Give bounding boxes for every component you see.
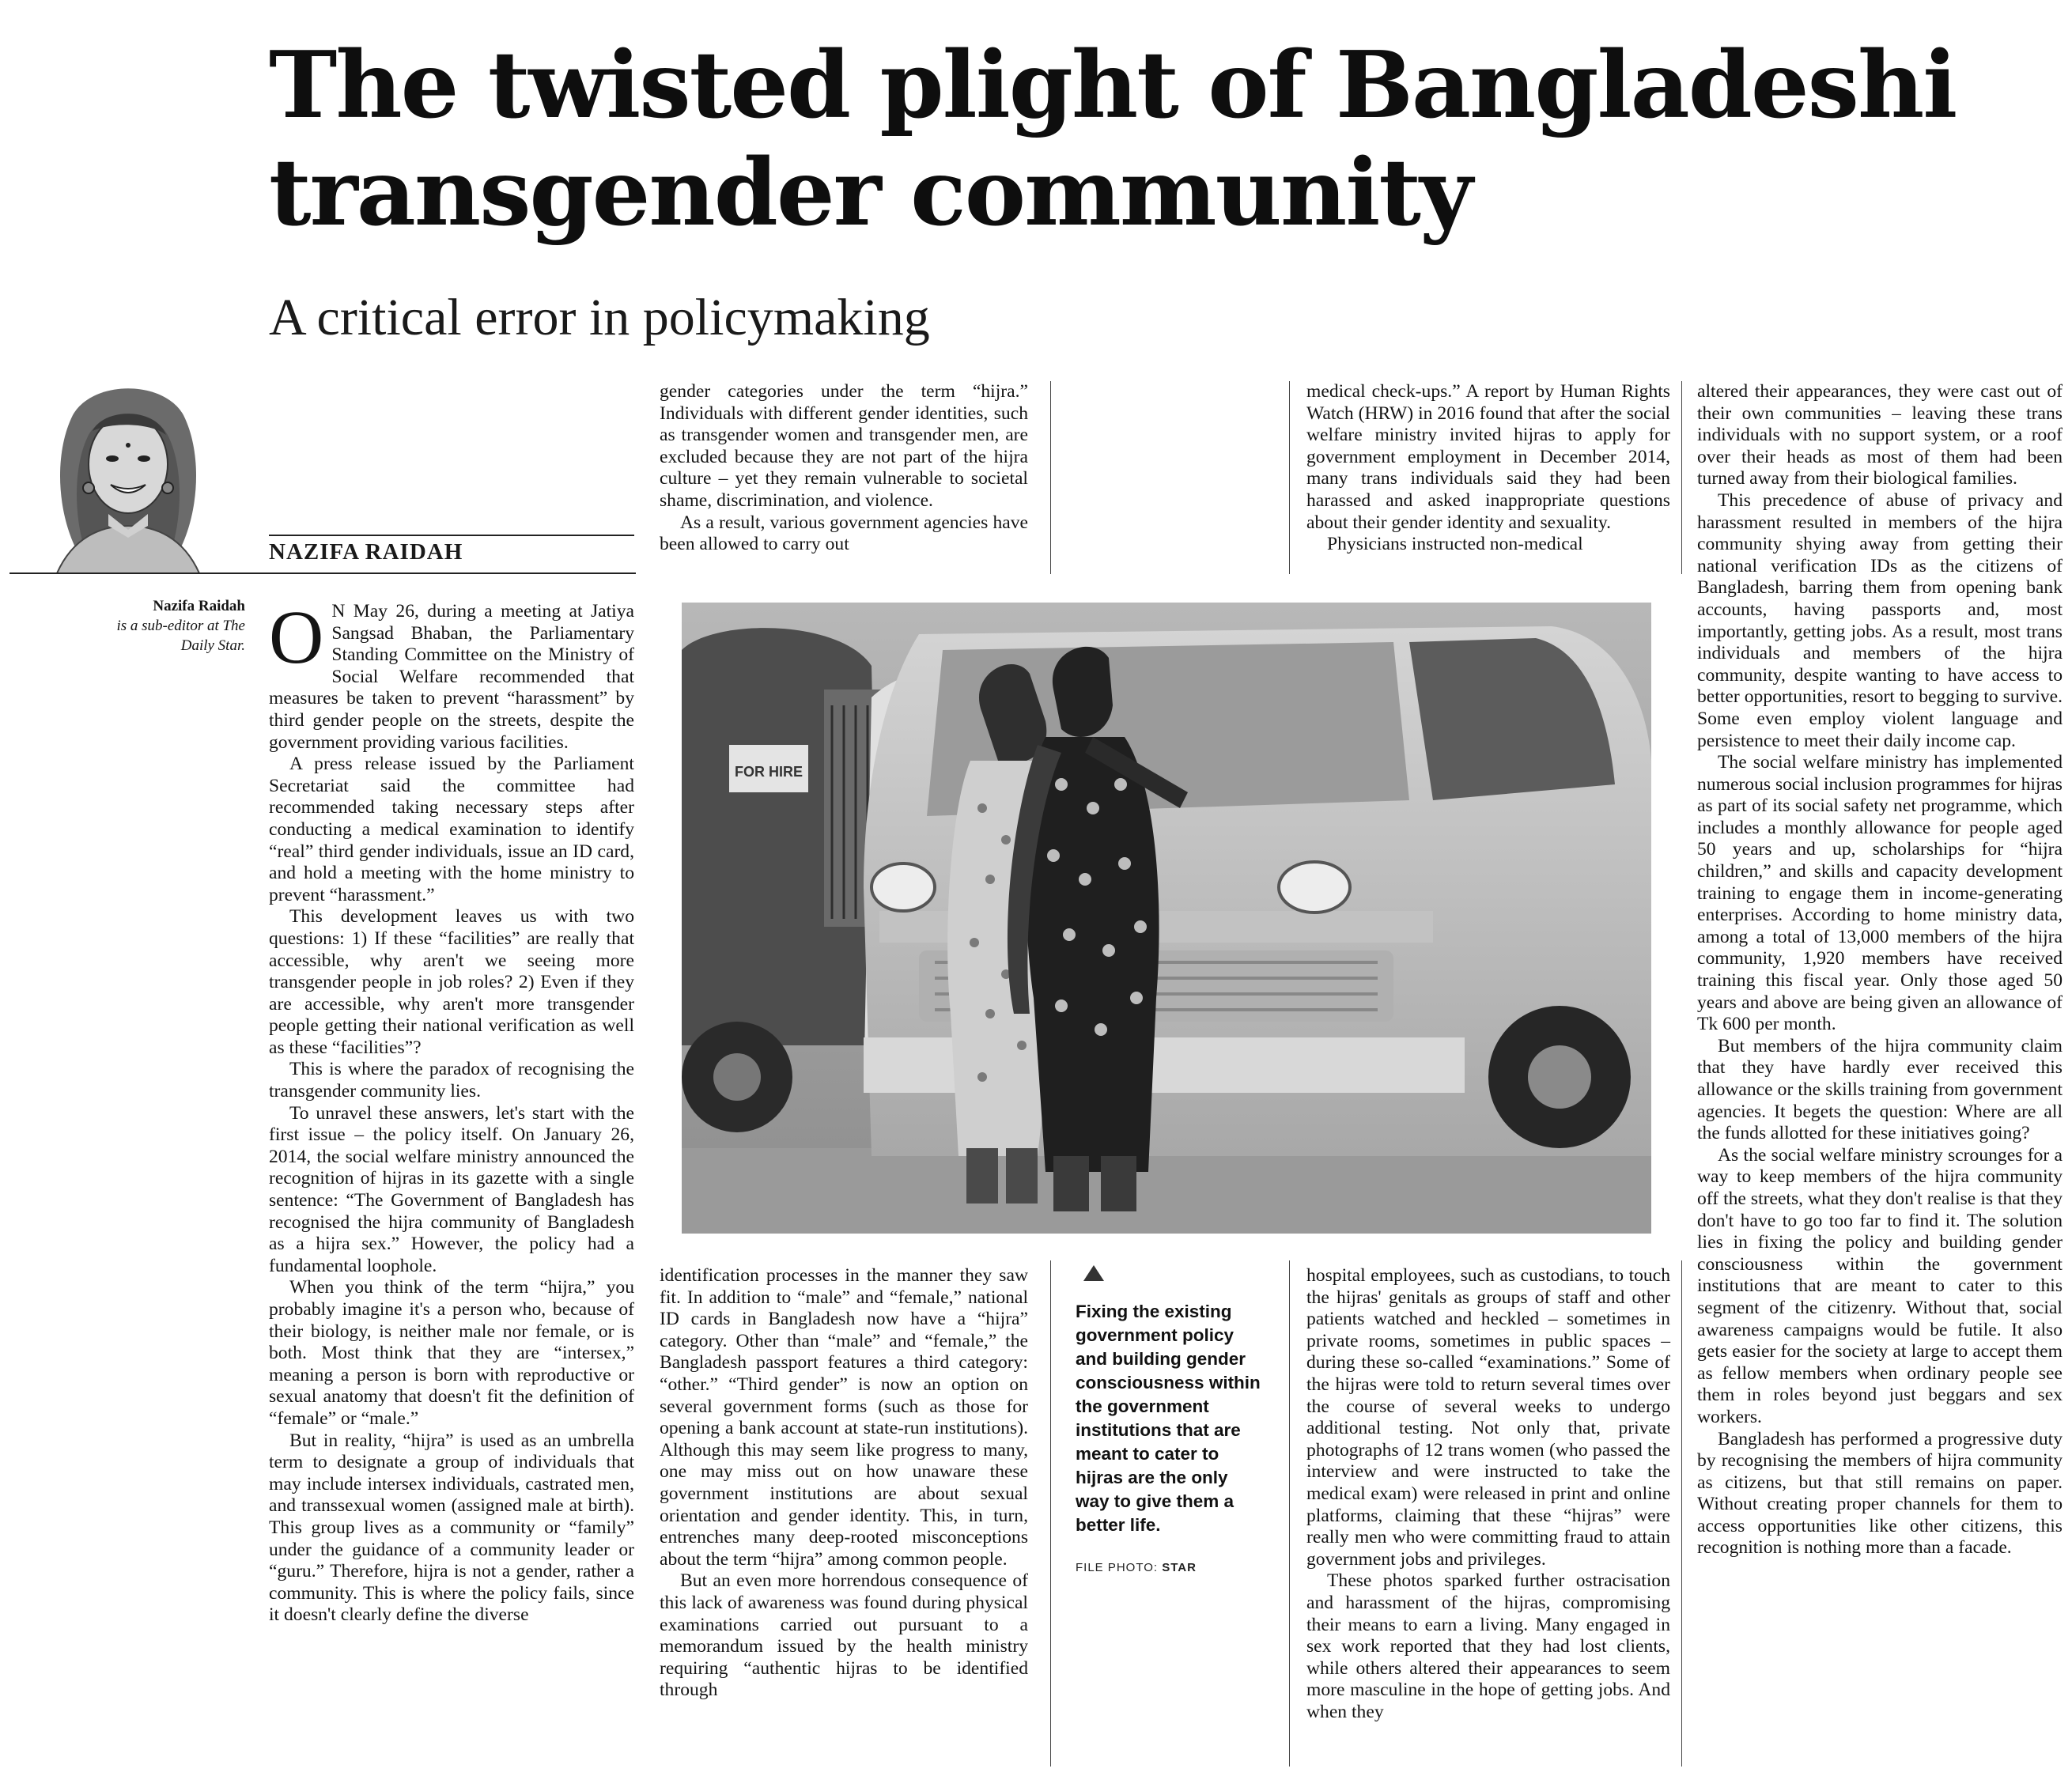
column-3-bottom <box>1306 1265 1670 1723</box>
paragraph: When you think of the term “hijra,” you probably imagine it's a person who, because of their biology, is neither male nor female, or is both. Most think that they are “intersex,” meaning a person is born with reproductive or sexual anatomy that doesn't fit the definition of “female” or “male.” <box>269 1277 634 1429</box>
paragraph: But members of the hijra community claim that they have hardly ever received this allowance or the skills training from government agencies. It begets the question: Where are all the funds allotted for these initiatives going? <box>1697 1035 2063 1144</box>
author-note-name: Nazifa Raidah <box>153 598 245 614</box>
caption-text: Fixing the existing government policy and building gender consciousness within the government institutions that are meant to cater to hijras are the only way to give them a better life. <box>1076 1302 1261 1535</box>
caption-triangle-icon <box>1083 1265 1104 1281</box>
column-rule <box>1050 381 1051 574</box>
column-2-bottom <box>660 1265 1028 1702</box>
headline: The twisted plight of Bangladeshi transgender community <box>269 32 1957 247</box>
column-rule <box>1681 1260 1682 1767</box>
author-portrait-illustration <box>9 360 247 573</box>
paragraph: This development leaves us with two questions: 1) If these “facilities” are really that accessible, why aren't we seeing more transgender people in job roles? 2) Even if they are accessible, why aren't more transgender people getting their national verification as well as these “facilities”? <box>269 906 634 1058</box>
column-rule <box>1681 381 1682 574</box>
paragraph: medical check-ups.” A report by Human Rights Watch (HRW) in 2016 found that after the social welfare ministry invited hijras to apply for government employment in December 2014, many trans individuals said they had been harassed and asked inappropriate questions about their gender identity and sexuality. <box>1306 381 1670 533</box>
paragraph: identification processes in the manner they saw fit. In addition to “male” and “female,” national ID cards in Bangladesh now have a “hijra” category. Other than “male” and “female,” the Bangladesh passport features a third category: “other.” “Third gender” is now an option on several government forms (such as those for opening a bank account at state-run institutions). Although this may seem like progress to many, one may miss out on how unaware these government institutions are about sexual orientation and gender identity. This, in turn, entrenches many deep-rooted misconceptions about the term “hijra” among common people. <box>660 1265 1028 1570</box>
column-rule <box>1289 381 1290 574</box>
drop-cap: O <box>269 595 324 679</box>
paragraph: This precedence of abuse of privacy and harassment resulted in members of the hijra community shying away from getting their national verification IDs as the citizens of Bangladesh, barring them from opening bank accounts, having passports and, most importantly, getting jobs. As a result, most trans individuals and members of the hijra community, despite wanting to have access to better opportunities, resort to begging to survive. Some even employ violent language and persistence to meet their daily income cap. <box>1697 489 2063 751</box>
paragraph: O N May 26, during a meeting at Jatiya Sangsad Bhaban, the Parliamentary Standing Committee on the Ministry of Social Welfare recommended that measures be taken to prevent “harassment” by third gender people on the streets, despite the government providing various facilities. <box>269 595 634 753</box>
author-note-desc: is a sub-editor at The Daily Star. <box>116 618 245 654</box>
paragraph: hospital employees, such as custodians, to touch the hijras' genitals as groups of staff and other patients watched and heckled – sometimes in private rooms, sometimes in public spaces – during these so-called “examinations.” Some of the hijras were told to return several times over the course of several weeks to undergo additional testing. Not only that, private photographs of 12 trans women (who passed the interview and were instructed to take the medical exam) were released in print and online platforms, claiming that these “hijras” were really men who were committing fraud to attain government jobs and privileges. <box>1306 1265 1670 1570</box>
paragraph: altered their appearances, they were cast out of their own communities – leaving these trans individuals with no support system, or a roof over their heads as most of them had been turned away from their biological families. <box>1697 381 2063 489</box>
byline-rule <box>269 535 634 536</box>
paragraph: These photos sparked further ostracisation and harassment of the hijras, compromising their means to earn a living. Many engaged in sex work reported that they had lost clients, while others altered their appearances to seem more masculine in the hope of getting jobs. And when they <box>1306 1570 1670 1722</box>
column-rule <box>1050 1260 1051 1767</box>
photo-hire-sign: FOR HIRE <box>734 764 803 780</box>
author-note <box>87 596 245 656</box>
paragraph: gender categories under the term “hijra.” Individuals with different gender identities, such as transgender women and transgender men, are excluded because they are not part of the hijra culture – yet they remain vulnerable to societal shame, discrimination, and violence. <box>660 381 1028 511</box>
paragraph: As the social welfare ministry scrounges for a way to keep members of the hijra community off the streets, what they don't realise is that they don't have to go too far to find it. The solution lies in fixing the policy and building gender consciousness within the government institutions that are meant to cater to this segment of the citizenry. Without that, social awareness campaigns would be futile. It also gets easier for the society at large to accept them as fellow members when ordinary people see them in roles beyond just beggars and sex workers. <box>1697 1144 2063 1427</box>
paragraph: But an even more horrendous consequence of this lack of awareness was found during physical examinations carried out pursuant to a memorandum issued by the health ministry requiring “authentic hijras to be identified through <box>660 1570 1028 1701</box>
portrait-baseline-rule <box>9 572 636 574</box>
paragraph: A press release issued by the Parliament Secretariat said the committee had recommended taking necessary steps after conducting a medical examination to identify “real” third gender individuals, issue an ID card, and hold a meeting with the home ministry to prevent “harassment.” <box>269 754 634 905</box>
column-rule <box>1289 1260 1290 1767</box>
paragraph: To unravel these answers, let's start with the first issue – the policy itself. On January 26, 2014, the social welfare ministry announced the recognition of hijras in its gazette with a single sentence: “The Government of Bangladesh has recognised the hijra community of Bangladesh as a hijra sex.” However, the policy had a fundamental loophole. <box>269 1102 634 1276</box>
paragraph: But in reality, “hijra” is used as an umbrella term to designate a group of individuals that may include intersex individuals, castrated men, and transsexual women (assigned male at birth). This group lives as a community or “family” under the guidance of a community leader or “guru.” Therefore, hijra is not a gender, rather a community. This is where the policy fails, since it doesn't clearly define the diverse <box>269 1430 634 1626</box>
paragraph: Physicians instructed non-medical <box>1327 534 1583 555</box>
paragraph: Bangladesh has performed a progressive duty by recognising the members of hijra community as citizens, but that still remains on paper. Without creating proper channels for them to access opportunities like other citizens, this recognition is nothing more than a facade. <box>1697 1428 2063 1559</box>
photo-credit: FILE PHOTO: STAR <box>1076 1561 1197 1574</box>
column-3-top <box>1306 381 1670 556</box>
byline: NAZIFA RAIDAH <box>269 539 463 565</box>
column-1 <box>269 595 634 1627</box>
column-2-top <box>660 381 1028 556</box>
paragraph: As a result, various government agencies have been allowed to carry out <box>660 512 1028 555</box>
deck-subtitle: A critical error in policymaking <box>269 289 930 346</box>
paragraph: This is where the paradox of recognising the transgender community lies. <box>269 1059 634 1102</box>
street-photo <box>682 603 1651 1234</box>
photo-caption <box>1076 1265 1262 1574</box>
paragraph: The social welfare ministry has implemented numerous social inclusion programmes for hijras as part of its social safety net programme, which includes a monthly allowance for people aged 50 years and up, scholarships for “hijra children,” and skills and capacity development training to engage them in income-generating enterprises. According to home ministry data, among a total of 13,000 members of the hijra community, 1,920 members have received training this fiscal year. Only those aged 50 years and above are being given an allowance of Tk 600 per month. <box>1697 752 2063 1035</box>
column-4 <box>1697 381 2063 1559</box>
